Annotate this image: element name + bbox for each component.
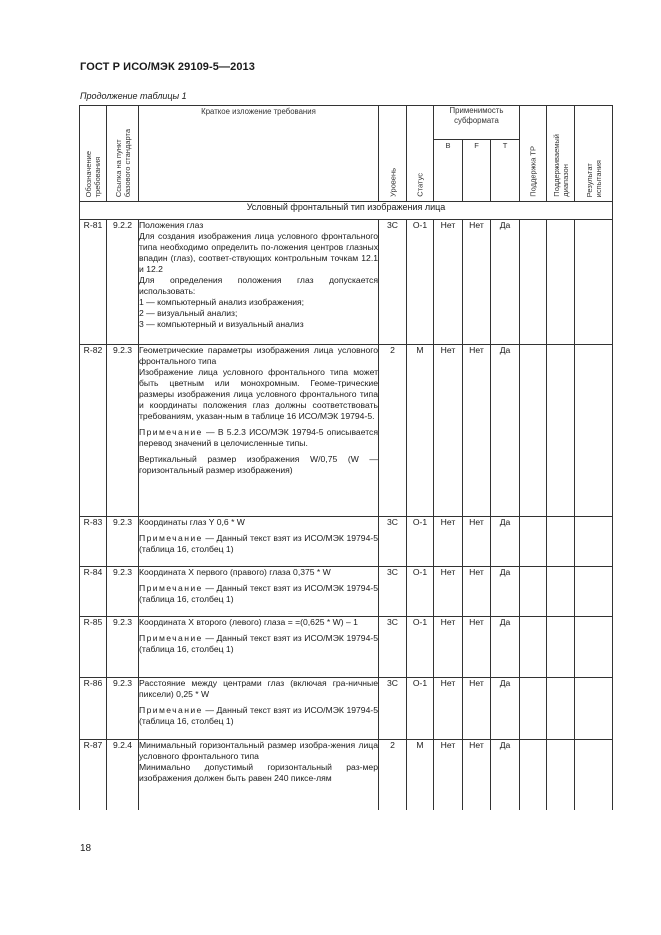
table-row (80, 617, 613, 678)
supported-range-cell (547, 740, 575, 810)
requirement-summary (139, 617, 379, 678)
summary-paragraph: Координата X второго (левого) глаза = =(0,625 * W) – 1 (139, 617, 358, 627)
requirement-level: 3С (379, 617, 407, 678)
summary-note (139, 633, 378, 655)
table-row (80, 740, 613, 810)
supported-range-cell (547, 517, 575, 567)
support-tr-cell (520, 517, 547, 567)
support-tr-cell (520, 740, 547, 810)
supported-range-cell (547, 617, 575, 678)
note-label: Примечание (139, 427, 203, 437)
support-tr-cell (520, 220, 547, 345)
header-applicability: Применимость субформата (434, 106, 520, 140)
requirement-status: М (407, 740, 434, 810)
requirement-level: 2 (379, 740, 407, 810)
subformat-t-value: Да (491, 678, 520, 740)
requirement-summary (139, 567, 379, 617)
test-result-cell (575, 678, 613, 740)
header-subformat-t: T (491, 139, 520, 201)
note-label: Примечание (139, 633, 203, 643)
base-standard-reference: 9.2.3 (107, 517, 139, 567)
subformat-f-value: Нет (463, 740, 491, 810)
summary-note (139, 533, 378, 555)
requirement-code: R-81 (80, 220, 107, 345)
requirement-code: R-87 (80, 740, 107, 810)
support-tr-cell (520, 567, 547, 617)
table-row (80, 678, 613, 740)
header-supported-range: Поддерживаемый диапазон (547, 106, 575, 202)
requirement-level: 3С (379, 678, 407, 740)
requirement-summary (139, 220, 379, 345)
subformat-t-value: Да (491, 220, 520, 345)
subformat-t-value: Да (491, 740, 520, 810)
support-tr-cell (520, 345, 547, 517)
subformat-b-value: Нет (434, 345, 463, 517)
requirement-summary (139, 345, 379, 517)
summary-paragraph: Геометрические параметры изображения лица условного фронтального типа (139, 345, 378, 366)
requirement-level: 3С (379, 517, 407, 567)
summary-paragraph: Координаты глаз Y 0,6 * W (139, 517, 245, 527)
note-text: — Данный текст взят из ИСО/МЭК 19794-5 (таблица 16, столбец 1) (139, 583, 378, 604)
requirement-code: R-84 (80, 567, 107, 617)
subformat-f-value: Нет (463, 617, 491, 678)
subformat-b-value: Нет (434, 678, 463, 740)
note-text: — В 5.2.3 ИСО/МЭК 19794-5 описывается перевод значений в целочисленные типы. (139, 427, 378, 448)
note-label: Примечание (139, 533, 203, 543)
table-row (80, 517, 613, 567)
header-summary: Краткое изложение требования (139, 106, 379, 202)
requirement-status: О-1 (407, 567, 434, 617)
requirement-code: R-83 (80, 517, 107, 567)
subformat-b-value: Нет (434, 567, 463, 617)
subformat-f-value: Нет (463, 220, 491, 345)
subformat-f-value: Нет (463, 567, 491, 617)
test-result-cell (575, 220, 613, 345)
summary-paragraph: Минимально допустимый горизонтальный раз-мер изображения должен быть равен 240 пиксе-лям (139, 762, 378, 783)
requirement-level: 2 (379, 345, 407, 517)
section-title: Условный фронтальный тип изображения лица (80, 202, 613, 220)
note-text: — Данный текст взят из ИСО/МЭК 19794-5 (таблица 16, столбец 1) (139, 705, 378, 726)
subformat-f-value: Нет (463, 345, 491, 517)
header-support-tr: Поддержка ТР (520, 106, 547, 202)
requirement-summary (139, 678, 379, 740)
supported-range-cell (547, 220, 575, 345)
table-row (80, 345, 613, 517)
support-tr-cell (520, 617, 547, 678)
summary-note (139, 427, 378, 449)
subformat-b-value: Нет (434, 740, 463, 810)
subformat-b-value: Нет (434, 220, 463, 345)
requirement-summary (139, 740, 379, 810)
summary-paragraph: Для определения положения глаз допускается использовать: (139, 275, 378, 296)
test-result-cell (575, 345, 613, 517)
note-text: — Данный текст взят из ИСО/МЭК 19794-5 (таблица 16, столбец 1) (139, 533, 378, 554)
summary-paragraph: Минимальный горизонтальный размер изобра-жения лица условного фронтального типа (139, 740, 378, 761)
test-result-cell (575, 740, 613, 810)
requirement-code: R-86 (80, 678, 107, 740)
summary-paragraph: 3 — компьютерный и визуальный анализ (139, 319, 304, 329)
subformat-t-value: Да (491, 345, 520, 517)
note-text: — Данный текст взят из ИСО/МЭК 19794-5 (таблица 16, столбец 1) (139, 633, 378, 654)
subformat-b-value: Нет (434, 617, 463, 678)
requirement-code: R-85 (80, 617, 107, 678)
requirement-code: R-82 (80, 345, 107, 517)
supported-range-cell (547, 567, 575, 617)
test-result-cell (575, 617, 613, 678)
requirement-level: 3С (379, 220, 407, 345)
table-row (80, 220, 613, 345)
base-standard-reference: 9.2.3 (107, 678, 139, 740)
test-result-cell (575, 517, 613, 567)
requirement-status: О-1 (407, 517, 434, 567)
summary-paragraph: Для создания изображения лица условного фронтального типа необходимо определить по-ложения центров глазных впадин (глаз), соответ-ствующих контрольным точкам 12.1 и 12.2 (139, 231, 378, 274)
page-number: 18 (80, 843, 92, 854)
table-row (80, 567, 613, 617)
note-label: Примечание (139, 583, 203, 593)
subformat-t-value: Да (491, 517, 520, 567)
summary-paragraph: 2 — визуальный анализ; (139, 308, 238, 318)
base-standard-reference: 9.2.3 (107, 567, 139, 617)
supported-range-cell (547, 678, 575, 740)
requirement-status: О-1 (407, 617, 434, 678)
header-designation: Обозначение требования (80, 106, 107, 202)
subformat-t-value: Да (491, 617, 520, 678)
subformat-f-value: Нет (463, 517, 491, 567)
header-reference: Ссылка на пункт базового стандарта (107, 106, 139, 202)
requirement-summary (139, 517, 379, 567)
base-standard-reference: 9.2.2 (107, 220, 139, 345)
requirement-level: 3С (379, 567, 407, 617)
header-subformat-b: B (434, 139, 463, 201)
summary-note (139, 583, 378, 605)
subformat-b-value: Нет (434, 517, 463, 567)
base-standard-reference: 9.2.3 (107, 345, 139, 517)
support-tr-cell (520, 678, 547, 740)
summary-paragraph: 1 — компьютерный анализ изображения; (139, 297, 305, 307)
summary-extra: Вертикальный размер изображения W/0,75 (W — горизонтальный размер изображения) (139, 454, 378, 475)
summary-paragraph: Координата X первого (правого) глаза 0,375 * W (139, 567, 331, 577)
requirement-status: О-1 (407, 220, 434, 345)
requirements-table (79, 105, 613, 810)
summary-paragraph: Положения глаз (139, 220, 204, 230)
summary-note (139, 705, 378, 727)
requirement-status: М (407, 345, 434, 517)
test-result-cell (575, 567, 613, 617)
summary-paragraph: Расстояние между центрами глаз (включая гра-ничные пиксели) 0,25 * W (139, 678, 378, 699)
base-standard-reference: 9.2.4 (107, 740, 139, 810)
header-status: Статус (407, 106, 434, 202)
table-continuation-caption: Продолжение таблицы 1 (80, 91, 187, 101)
subformat-t-value: Да (491, 567, 520, 617)
header-test-result: Результат испытания (575, 106, 613, 202)
header-level: Уровень (379, 106, 407, 202)
base-standard-reference: 9.2.3 (107, 617, 139, 678)
supported-range-cell (547, 345, 575, 517)
note-label: Примечание (139, 705, 203, 715)
subformat-f-value: Нет (463, 678, 491, 740)
requirement-status: О-1 (407, 678, 434, 740)
document-title: ГОСТ Р ИСО/МЭК 29109-5—2013 (80, 61, 255, 73)
header-subformat-f: F (463, 139, 491, 201)
summary-paragraph: Изображение лица условного фронтального типа может быть цветным или монохромным. Геоме-трические размеры изображения лица условного фронтального типа и координаты положения глаз должны соответствовать требованиям, указан-ным в таблице 16 ИСО/МЭК 19794-5. (139, 367, 378, 421)
